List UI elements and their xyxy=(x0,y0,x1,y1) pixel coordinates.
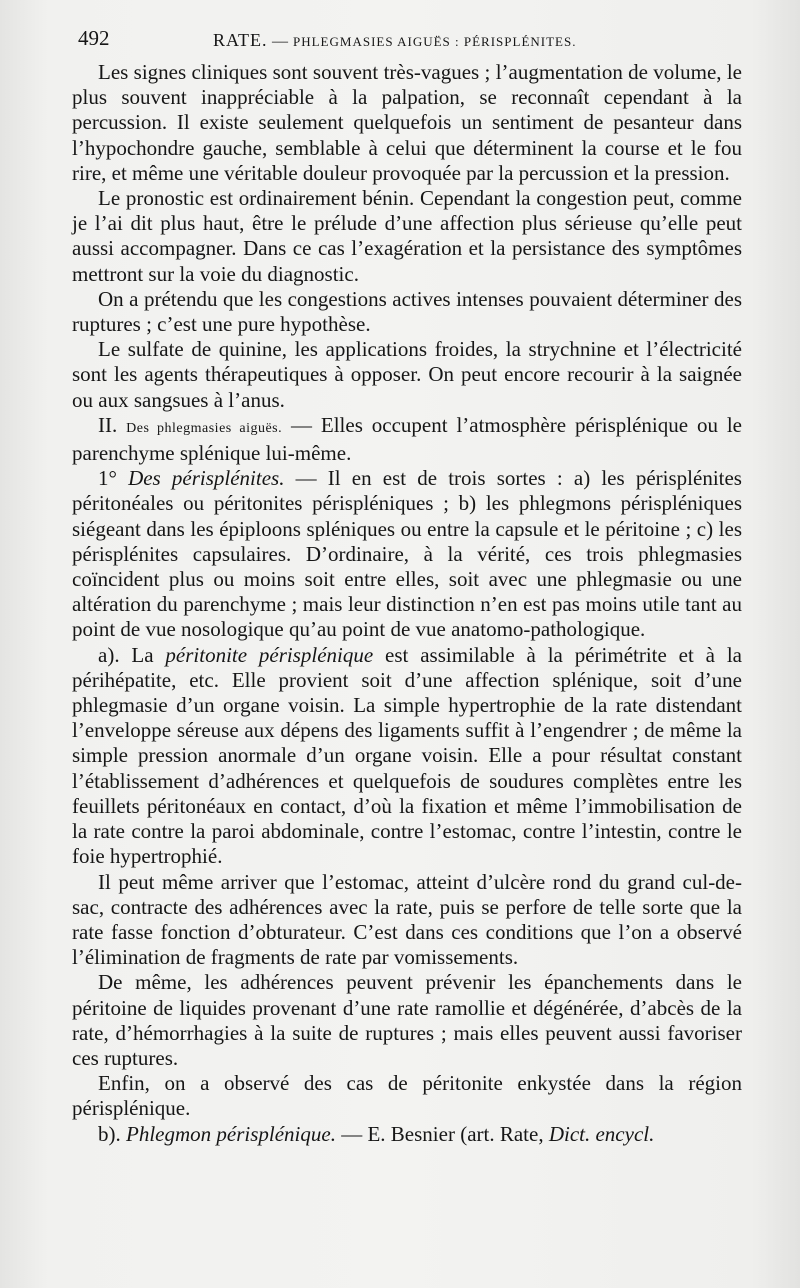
section-number: II. xyxy=(98,412,127,437)
item-text: est assimilable à la périmétrite et à la périhépatite, etc. Elle provient soit d’une affection splénique, soit d’une phlegmasie d’un organe voisin. La simple hypertrophie de la rate distendant l’enveloppe séreuse aux dépens des ligaments suffit à l’engendrer ; de même la simple pression anormale d’un organe voisin. Elle a pour résultat constant l’établissement d’adhérences et quelquefois de soudures complètes entre les feuillets péritonéaux en contact, d’où la fixation et même l’immobilisation de la rate contre la paroi abdominale, contre l’estomac, contre l’intestin, contre le foie hypertrophié. xyxy=(72,642,742,869)
paragraph-perisplenites xyxy=(72,466,742,642)
paragraph-therapeutics: Le sulfate de quinine, les applications froides, la strychnine et l’électricité sont les agents thérapeutiques à opposer. On peut encore recourir à la saignée ou aux sangsues à l’anus. xyxy=(72,337,742,412)
running-head-separator: — xyxy=(267,33,293,50)
running-head-title: RATE. xyxy=(213,30,268,50)
section-heading: Des phlegmasies aiguës. xyxy=(126,420,283,436)
running-head-subtitle: PHLEGMASIES AIGUËS : PÉRISPLÉNITES. xyxy=(293,34,577,49)
paragraph-adhesions: De même, les adhérences peuvent prévenir les épanchements dans le péritoine de liquides provenant d’une rate ramollie et dégénérée, d’abcès de la rate, d’hémorrhagies à la suite de ruptures ; mais elles peuvent aussi favoriser ces ruptures. xyxy=(72,970,742,1070)
paragraph-ruptures: On a prétendu que les congestions actives intenses pouvaient déterminer des ruptures ; c’est une pure hypothèse. xyxy=(72,286,742,337)
subsection-text: — Il en est de trois sortes : a) les périsplénites péritonéales ou péritonites périspléniques ; b) les phlegmons périspléniques siégeant dans les épiploons spléniques ou entre la capsule et le péritoine ; c) les périsplénites capsulaires. D’ordinaire, à la vérité, ces trois phlegmasies coïncident plus ou moins soit entre elles, soit avec une phlegmasie ou une altération du parenchyme ; mais leur distinction n’en est pas moins utile tant au point de vue nosologique qu’au point de vue anatomo-pathologique. xyxy=(72,466,742,642)
running-head xyxy=(213,30,576,51)
paragraph-section-ii xyxy=(72,413,742,466)
page-number: 492 xyxy=(78,26,110,50)
item-term: péritonite périsplénique xyxy=(165,642,374,667)
paragraph-phlegmon xyxy=(72,1122,742,1147)
item-marker: a). La xyxy=(98,642,166,667)
item-marker: b). xyxy=(98,1121,126,1146)
paragraph-peritonite xyxy=(72,643,742,870)
paragraph-prognosis: Le pronostic est ordinairement bénin. Cependant la congestion peut, comme je l’ai dit plus haut, être le prélude d’une affection plus sérieuse qu’elle peut aussi accompagner. Dans ce cas l’exagération et la persistance des symptômes mettront sur la voie du diagnostic. xyxy=(72,186,742,286)
paragraph-clinical-signs: Les signes cliniques sont souvent très-vagues ; l’augmentation de volume, le plus souvent inappréciable à la palpation, se reconnaît cependant à la percussion. Il existe seulement quelquefois un sentiment de pesanteur dans l’hypochondre gauche, semblable à celui que déterminent la course et le fou rire, et même une véritable douleur provoquée par la percussion et la pression. xyxy=(72,60,742,185)
section-text: — Elles occupent l’atmosphère périsplénique ou le parenchyme splénique lui-même. xyxy=(72,412,742,466)
body-text xyxy=(72,60,742,1147)
subsection-number: 1° xyxy=(98,466,129,491)
item-term: Phlegmon périsplénique. xyxy=(126,1121,336,1146)
paragraph-stomach-ulcer: Il peut même arriver que l’estomac, atteint d’ulcère rond du grand cul-de-sac, contracte des adhérences avec la rate, puis se perfore de telle sorte que la rate fasse fonction d’obturateur. C’est dans ces conditions que l’on a observé l’élimination de fragments de rate par vomissements. xyxy=(72,869,742,970)
paragraph-encysted: Enfin, on a observé des cas de péritonite enkystée dans la région périsplénique. xyxy=(72,1071,742,1121)
item-text: — E. Besnier (art. Rate, xyxy=(335,1121,549,1146)
citation-title: Dict. encycl. xyxy=(548,1121,655,1146)
page-header xyxy=(78,24,740,54)
subsection-heading: Des périsplénites. xyxy=(128,466,285,491)
